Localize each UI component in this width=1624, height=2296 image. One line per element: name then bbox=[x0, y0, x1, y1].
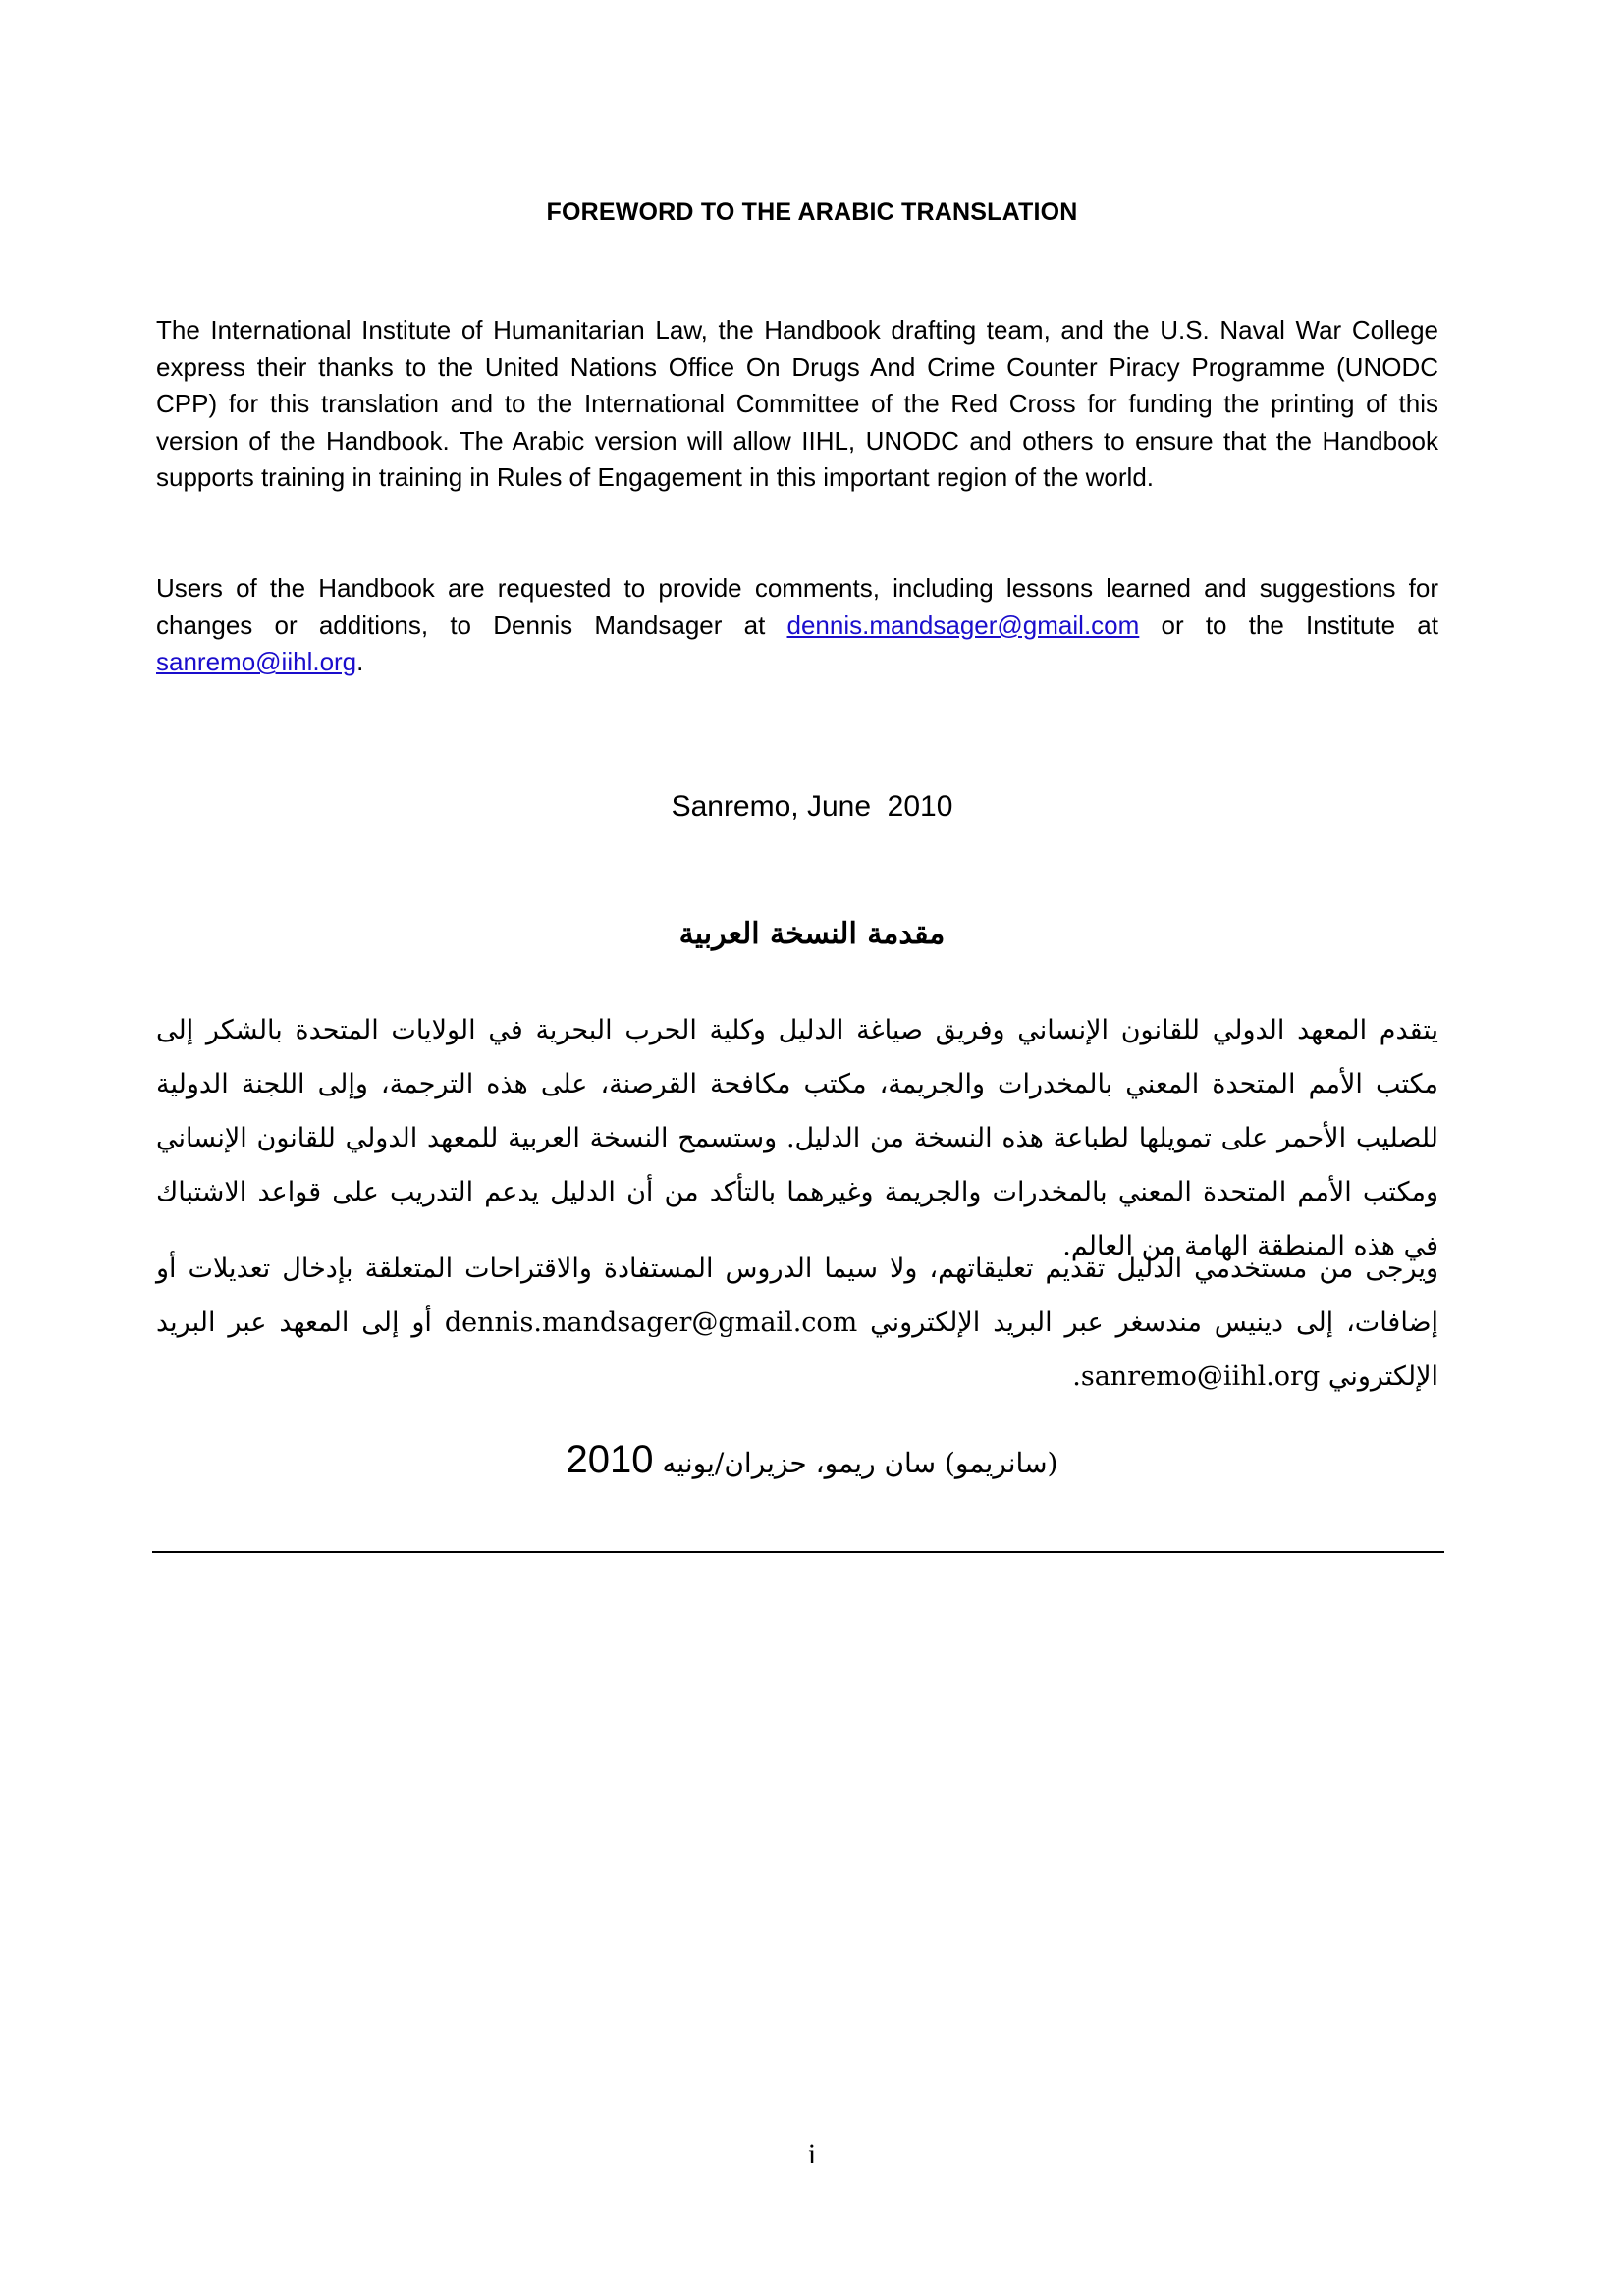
email-link-institute[interactable]: sanremo@iihl.org bbox=[156, 647, 357, 677]
foreword-paragraph-2 bbox=[156, 570, 1438, 681]
foreword-paragraph-1: The International Institute of Humanitarian Law, the Handbook drafting team, and the U.S. Naval War College express their thanks to the United Nations Office On Drugs And Crime Counter Piracy Programme (UNODC CPP) for this translation and to the International Committee of the Red Cross for funding the printing of this version of the Handbook. The Arabic version will allow IIHL, UNODC and others to ensure that the Handbook supports training in training in Rules of Engagement in this important region of the world. bbox=[156, 315, 1438, 493]
english-dateline: Sanremo, June 2010 bbox=[671, 790, 953, 823]
paragraph-2-text-middle: or to the Institute at bbox=[1139, 610, 1438, 640]
arabic-dateline-year: 2010 bbox=[566, 1438, 654, 1481]
email-link-mandsager[interactable]: dennis.mandsager@gmail.com bbox=[786, 610, 1140, 640]
paragraph-2-text-before: Users of the Handbook are requested to provide comments, including lessons learned and suggestions for changes or additions, to Dennis Mandsager at bbox=[156, 573, 1438, 640]
arabic-paragraph-2: ويرجى من مستخدمي الدليل تقديم تعليقاتهم، ولا سيما الدروس المستفادة والاقتراحات المتعلقة بإدخال تعديلات أو إضافات، إلى دينيس مندسغر عبر البريد الإلكتروني dennis.mandsager@gmail.com أو إلى المعهد عبر البريد الإلكتروني sanremo@iihl.org. bbox=[156, 1254, 1438, 1392]
page-number: i bbox=[807, 2138, 817, 2170]
horizontal-divider bbox=[152, 1551, 1444, 1553]
foreword-title: FOREWORD TO THE ARABIC TRANSLATION bbox=[546, 198, 1078, 226]
arabic-paragraph-1: يتقدم المعهد الدولي للقانون الإنساني وفريق صياغة الدليل وكلية الحرب البحرية في الولايات المتحدة بالشكر إلى مكتب الأمم المتحدة المعني بالمخدرات والجريمة، مكتب مكافحة القرصنة، على هذه الترجمة، وإلى اللجنة الدولية للصليب الأحمر على تمويلها لطباعة هذه النسخة من الدليل. وستسمح النسخة العربية للمعهد الدولي للقانون الإنساني ومكتب الأمم المتحدة المعني بالمخدرات والجريمة وغيرهما بالتأكد من أن الدليل يدعم التدريب على قواعد الاشتباك في هذه المنطقة الهامة من العالم. bbox=[156, 1015, 1438, 1261]
arabic-dateline bbox=[0, 1438, 1624, 1482]
arabic-title: مقدمة النسخة العربية bbox=[678, 917, 946, 951]
arabic-dateline-text: (سانريمو) سان ريمو، حزيران/يونيه bbox=[653, 1447, 1058, 1479]
paragraph-2-text-after: . bbox=[356, 647, 364, 677]
